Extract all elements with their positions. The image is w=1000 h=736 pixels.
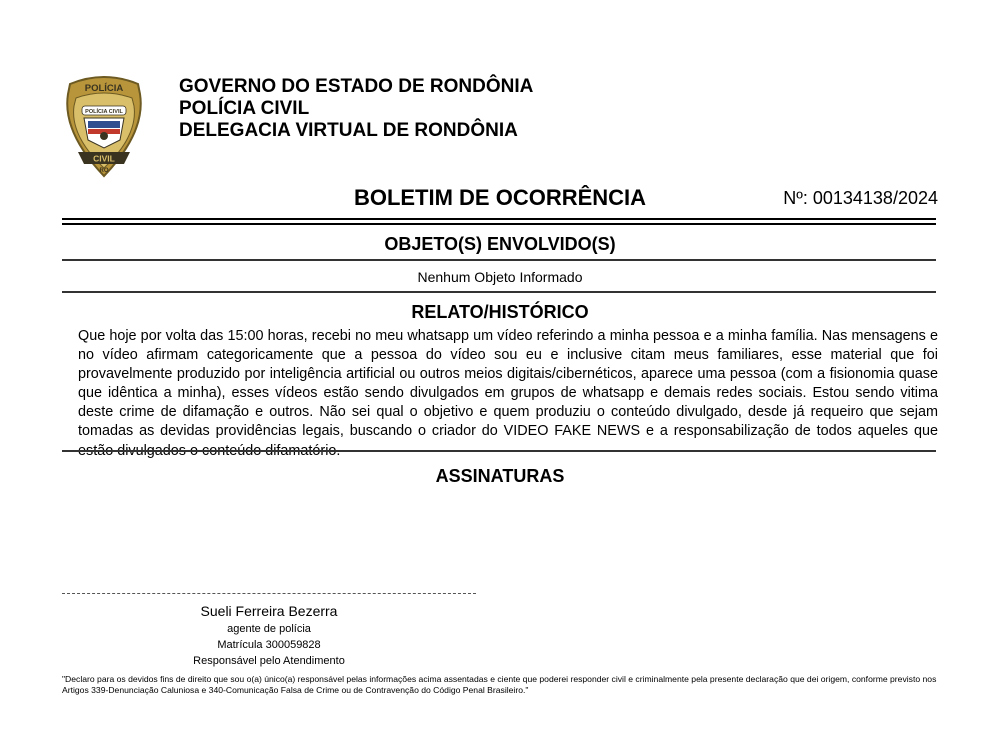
badge-inner-text: POLÍCIA CIVIL <box>85 109 123 115</box>
document-number: Nº: 00134138/2024 <box>783 188 938 208</box>
report-divider-bottom <box>62 450 936 452</box>
badge-bottom-text: CIVIL <box>93 153 115 164</box>
policia-civil-badge <box>62 72 146 178</box>
signer-registration: Matrícula 300059828 <box>217 639 321 651</box>
signer-responsibility: Responsável pelo Atendimento <box>193 655 345 667</box>
objects-heading: OBJETO(S) ENVOLVIDO(S) <box>384 234 616 254</box>
report-text: Que hoje por volta das 15:00 horas, recebi no meu whatsapp um vídeo referindo a minha pessoa e a minha família. Nas mensagens e no vídeo afirmam categoricamente que a pessoa do vídeo sou eu e inclusive citam meus familiares, esse material que foi provavelmente produzido por inteligência artificial ou outros meios digitais/cibernéticos, aparece uma pessoa (com a fisionomia quase que idêntica a minha), esses vídeos estão sendo divulgados em grupos de whatsapp e demais redes sociais. Estou sendo vitima deste crime de difamação e outros. Não sei qual o objetivo e quem produziu o conteúdo divulgado, desde já requeiro que sejam tomadas as devidas providências legais, buscando o criador do VIDEO FAKE NEWS e a responsabilização de todos aqueles que estão divulgados o conteúdo difamatório. <box>78 328 938 459</box>
header-government: GOVERNO DO ESTADO DE RONDÔNIA <box>179 76 534 97</box>
report-divider-top <box>62 291 936 293</box>
header-delegacia: DELEGACIA VIRTUAL DE RONDÔNIA <box>179 120 518 141</box>
report-heading: RELATO/HISTÓRICO <box>411 302 589 322</box>
legal-declaration: "Declaro para os devidos fins de direito que sou o(a) único(a) responsável pelas informações acima assentadas e ciente que poderei responder civil e criminalmente pela presente declaração que dei origem, conforme previsto nos Artigos 339-Denunciação Caluniosa e 340-Comunicação Falsa de Crime ou de Contravenção do Código Penal Brasileiro." <box>62 674 937 695</box>
organization-header <box>179 76 533 142</box>
signer-role: agente de polícia <box>227 623 311 635</box>
objects-divider <box>62 259 936 261</box>
signature-line <box>62 593 476 594</box>
title-divider-top <box>62 218 936 220</box>
signatures-heading: ASSINATURAS <box>435 466 565 486</box>
objects-text: Nenhum Objeto Informado <box>417 269 583 285</box>
header-police: POLÍCIA CIVIL <box>179 98 310 119</box>
signer-name: Sueli Ferreira Bezerra <box>200 603 338 619</box>
badge-top-text: POLÍCIA <box>84 83 124 94</box>
badge-state-text: RO <box>99 168 109 174</box>
title-divider-bottom <box>62 223 936 225</box>
document-title: BOLETIM DE OCORRÊNCIA <box>353 185 647 210</box>
